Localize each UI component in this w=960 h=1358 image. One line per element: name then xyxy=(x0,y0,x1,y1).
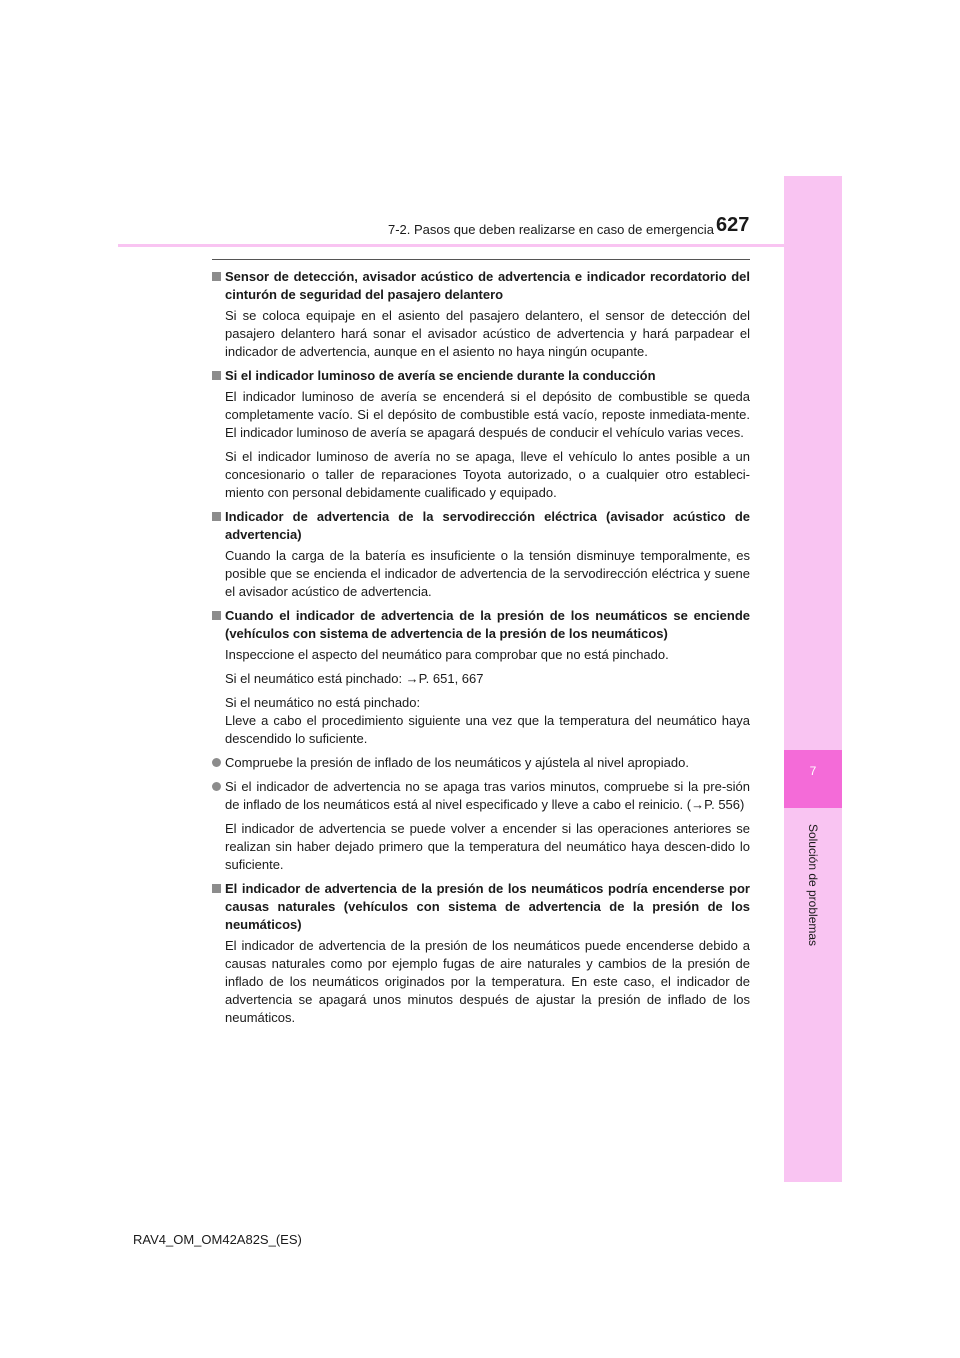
section-passenger-sensor xyxy=(212,268,750,361)
square-bullet-icon xyxy=(212,371,221,380)
circle-bullet-icon xyxy=(212,782,221,791)
chapter-tab-number: 7 xyxy=(809,764,817,778)
heading-text: Indicador de advertencia de la servodirección eléctrica (avisador acústico de advertencia) xyxy=(225,509,750,542)
section-heading xyxy=(212,508,750,544)
list-item-text: Compruebe la presión de inflado de los neumáticos y ajústela al nivel apropiado. xyxy=(225,755,689,770)
heading-text: Sensor de detección, avisador acústico de advertencia e indicador recordatorio del cinturón de seguridad del pasajero delantero xyxy=(225,269,750,302)
content-divider xyxy=(212,259,750,260)
paragraph: Si el neumático no está pinchado: Lleve a cabo el procedimiento siguiente una vez que la temperatura del neumático haya descendido lo suficiente. xyxy=(225,695,750,746)
heading-text: Si el indicador luminoso de avería se enciende durante la conducción xyxy=(225,368,656,383)
document-code: RAV4_OM_OM42A82S_(ES) xyxy=(133,1232,302,1247)
paragraph: El indicador de advertencia de la presión de los neumáticos puede encenderse debido a causas naturales como por ejemplo fugas de aire naturales y cambios de la presión de inflado de los neumáticos originados por la temperatura. En este caso, el indicador de advertencia se apagará unos minutos después de ajustar la presión de inflado de los neumáticos. xyxy=(225,938,750,1025)
chapter-tab[interactable] xyxy=(784,750,842,808)
section-heading xyxy=(212,367,750,385)
section-tire-pressure-on xyxy=(212,607,750,874)
chapter-tab-label: Solución de problemas xyxy=(806,823,820,947)
square-bullet-icon xyxy=(212,884,221,893)
list-item xyxy=(212,754,750,772)
list-item-text: Si el indicador de advertencia no se apaga tras varios minutos, compruebe si la pre-sión de inflado de los neumáticos está al nivel especificado y lleve a cabo el reinicio. (→P. 556) xyxy=(225,779,750,812)
paragraph: El indicador luminoso de avería se encenderá si el depósito de combustible se queda completamente vacío. Si el depósito de combustible está vacío, reposte inmediata-mente. El indicador luminoso de avería se apagará después de conducir el vehículo varias veces. xyxy=(225,389,750,440)
section-heading xyxy=(212,880,750,934)
list-item xyxy=(212,778,750,814)
section-heading xyxy=(212,268,750,304)
circle-bullet-icon xyxy=(212,758,221,767)
paragraph: Si se coloca equipaje en el asiento del pasajero delantero, el sensor de detección del pasajero delantero hará sonar el avisador acústico de advertencia y hará parpadear el indicador de advertencia, aunque en el asiento no haya ningún ocupante. xyxy=(225,308,750,359)
paragraph: El indicador de advertencia se puede volver a encender si las operaciones anteriores se realizan sin haber dejado primero que la temperatura del neumático haya descen-dido lo suficiente. xyxy=(225,821,750,872)
section-malfunction-indicator xyxy=(212,367,750,502)
section-header: 7-2. Pasos que deben realizarse en caso de emergencia xyxy=(388,222,714,237)
section-heading xyxy=(212,607,750,643)
header-divider xyxy=(118,244,842,247)
paragraph: Cuando la carga de la batería es insuficiente o la tensión disminuye temporalmente, es posible que se encienda el indicador de advertencia de la servodirección eléctrica y suene el avisador acústico de advertencia. xyxy=(225,548,750,599)
page-number: 627 xyxy=(716,214,750,236)
heading-text: Cuando el indicador de advertencia de la presión de los neumáticos se enciende (vehículos con sistema de advertencia de la presión de los neumáticos) xyxy=(225,608,750,641)
side-tab-strip xyxy=(784,176,842,1182)
heading-text: El indicador de advertencia de la presión de los neumáticos podría encenderse por causas naturales (vehículos con sistema de advertencia de la presión de los neumáticos) xyxy=(225,881,750,932)
paragraph: Si el neumático está pinchado: →P. 651, 667 xyxy=(225,671,484,686)
square-bullet-icon xyxy=(212,611,221,620)
paragraph: Inspeccione el aspecto del neumático para comprobar que no está pinchado. xyxy=(225,647,669,662)
paragraph: Si el indicador luminoso de avería no se apaga, lleve el vehículo lo antes posible a un concesionario o taller de reparaciones Toyota autorizado, o a cualquier otro estableci-miento con personal debidamente cualificado y equipado. xyxy=(225,449,750,500)
square-bullet-icon xyxy=(212,512,221,521)
section-power-steering xyxy=(212,508,750,601)
square-bullet-icon xyxy=(212,272,221,281)
main-content xyxy=(212,268,750,1033)
section-tire-pressure-natural xyxy=(212,880,750,1027)
